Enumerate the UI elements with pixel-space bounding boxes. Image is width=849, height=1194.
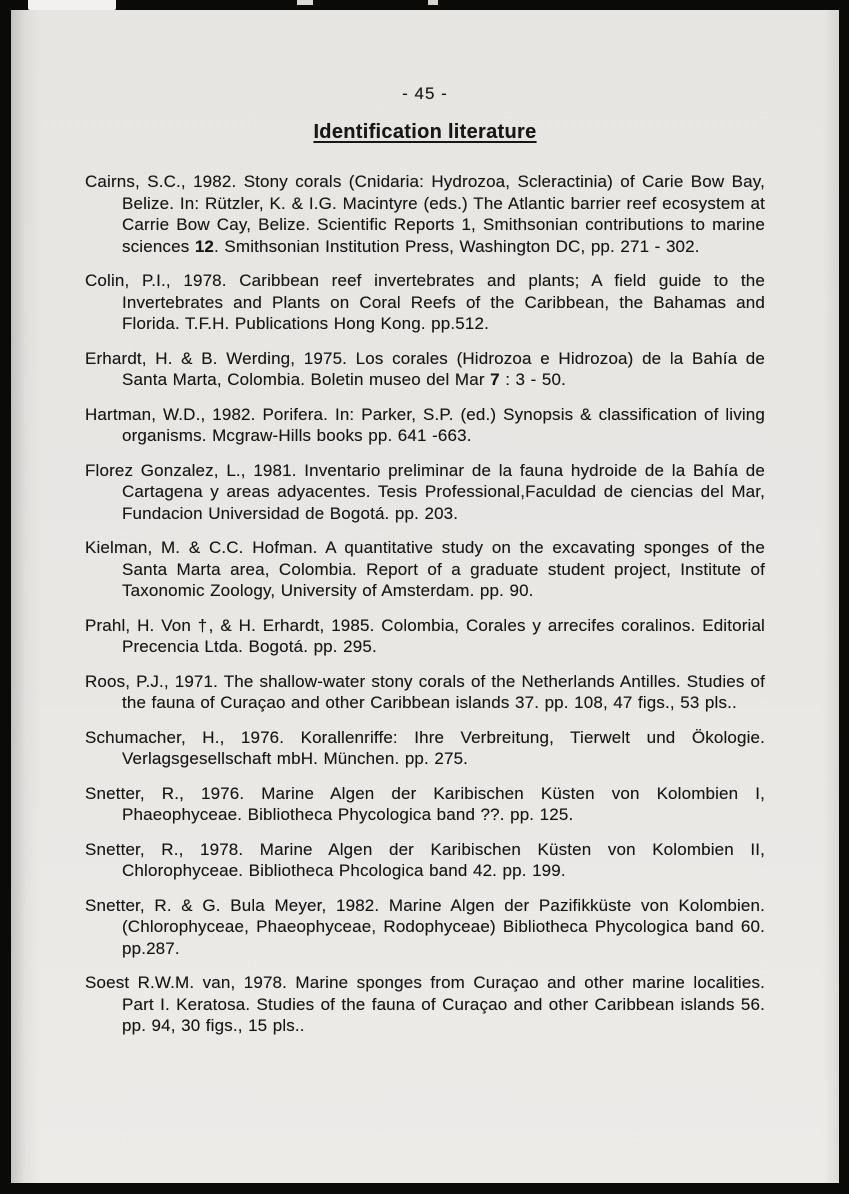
reference-text: : 3 - 50. — [499, 370, 566, 389]
reference-entry — [85, 727, 765, 770]
page-number: - 45 - — [402, 84, 448, 103]
reference-text: Prahl, H. Von †, & H. Erhardt, 1985. Colombia, Corales y arrecifes coralinos. Editorial Precencia Ltda. Bogotá. pp. 295. — [85, 615, 765, 656]
scan-artifact-notch — [28, 0, 116, 10]
reference-text: Roos, P.J., 1971. The shallow-water stony corals of the Netherlands Antilles. Studies of the fauna of Curaçao and other Caribbean islands 37. pp. 108, 47 figs., 53 pls.. — [85, 671, 765, 712]
reference-entry — [85, 783, 765, 826]
reference-text: Snetter, R. & G. Bula Meyer, 1982. Marine Algen der Pazifikküste von Kolombien. (Chlorophyceae, Phaeophyceae, Rodophyceae) Bibliotheca Phycologica band 60. pp.287. — [85, 895, 765, 958]
document-title: Identification literature — [313, 121, 537, 143]
reference-volume-number: 7 — [490, 370, 500, 389]
document-page — [11, 10, 839, 1183]
reference-text: Kielman, M. & C.C. Hofman. A quantitative study on the excavating sponges of the Santa Marta area, Colombia. Report of a graduate student project, Institute of Taxonomic Zoology, University of Amsterdam. pp. 90. — [85, 538, 765, 600]
reference-text: Hartman, W.D., 1982. Porifera. In: Parker, S.P. (ed.) Synopsis & classification of living organisms. Mcgraw-Hills books pp. 641 -663. — [85, 404, 765, 445]
reference-volume-number: 12 — [194, 236, 215, 256]
reference-entry — [85, 171, 765, 257]
reference-text: Florez Gonzalez, L., 1981. Inventario preliminar de la fauna hydroide de la Bahía de Cartagena y areas adyacentes. Tesis Professional,Faculdad de ciencias del Mar, Fundacion Universidad de Bogotá. pp. 203. — [85, 460, 765, 523]
reference-entry — [85, 615, 765, 658]
scan-artifact-notch — [428, 0, 438, 5]
reference-entry — [85, 839, 765, 882]
reference-text: Colin, P.I., 1978. Caribbean reef invertebrates and plants; A field guide to the Invertebrates and Plants on Coral Reefs of the Caribbean, the Bahamas and Florida. T.F.H. Publications Hong Kong. pp.512. — [85, 271, 765, 333]
reference-entry — [85, 348, 765, 391]
reference-text: Schumacher, H., 1976. Korallenriffe: Ihre Verbreitung, Tierwelt und Ökologie. Verlagsgesellschaft mbH. München. pp. 275. — [85, 727, 765, 768]
reference-text: Snetter, R., 1978. Marine Algen der Karibischen Küsten von Kolombien II, Chlorophyceae. Bibliotheca Phcologica band 42. pp. 199. — [85, 839, 765, 880]
reference-entry — [85, 460, 765, 525]
reference-entry — [85, 972, 765, 1037]
reference-entry — [85, 895, 765, 960]
scan-artifact-notch — [297, 0, 313, 5]
reference-text: Snetter, R., 1976. Marine Algen der Karibischen Küsten von Kolombien I, Phaeophyceae. Bibliotheca Phycologica band ??. pp. 125. — [85, 783, 765, 824]
reference-entry — [85, 537, 765, 602]
references-list — [85, 171, 765, 1037]
reference-text: . Smithsonian Institution Press, Washington DC, pp. 271 - 302. — [214, 236, 700, 256]
reference-text: Erhardt, H. & B. Werding, 1975. Los corales (Hidrozoa e Hidrozoa) de la Bahía de Santa Marta, Colombia. Boletin museo del Mar — [85, 348, 765, 389]
reference-entry — [85, 671, 765, 714]
reference-text: Cairns, S.C., 1982. Stony corals (Cnidaria: Hydrozoa, Scleractinia) of Carie Bow Bay, Belize. In: Rützler, K. & I.G. Macintyre (eds.) The Atlantic barrier reef ecosystem at Carrie Bow Cay, Belize. Scientific Reports 1, Smithsonian contributions to marine sciences — [85, 172, 765, 256]
reference-text: Soest R.W.M. van, 1978. Marine sponges from Curaçao and other marine localities. Part I. Keratosa. Studies of the fauna of Curaçao and other Caribbean islands 56. pp. 94, 30 figs., 15 pls.. — [85, 973, 765, 1035]
reference-entry — [85, 270, 765, 335]
reference-entry — [85, 404, 765, 447]
